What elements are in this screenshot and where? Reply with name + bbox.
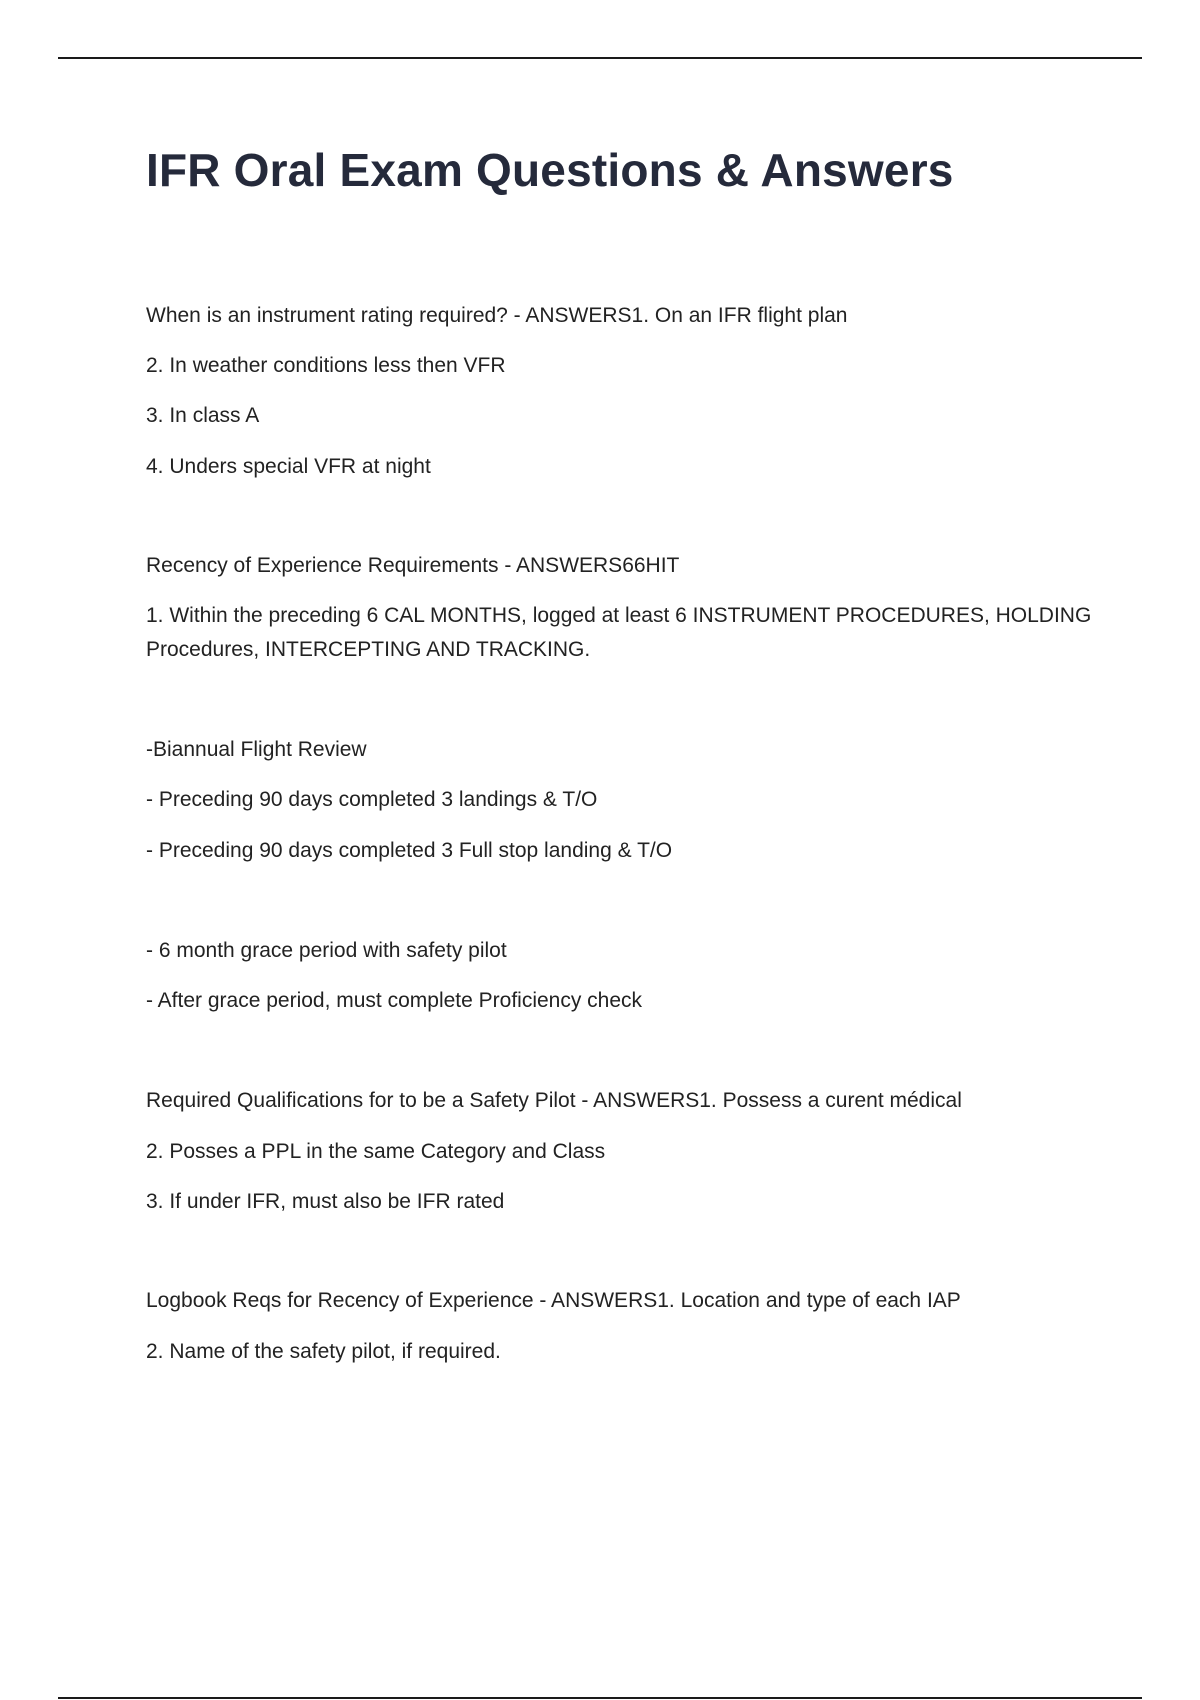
question-recency-experience: Recency of Experience Requirements - ANSWERS66HIT xyxy=(146,554,680,577)
answer-line: 1. Within the preceding 6 CAL MONTHS, logged at least 6 INSTRUMENT PROCEDURES, HOLDING Procedures, INTERCEPTING AND TRACKING. xyxy=(146,604,1092,661)
answer-line: 2. In weather conditions less then VFR xyxy=(146,354,506,377)
document-title: IFR Oral Exam Questions & Answers xyxy=(146,144,954,196)
answer-line: - Preceding 90 days completed 3 landings & T/O xyxy=(146,788,598,811)
answer-line: - Preceding 90 days completed 3 Full stop landing & T/O xyxy=(146,839,673,862)
answer-line: 2. Name of the safety pilot, if required. xyxy=(146,1340,501,1363)
answer-line: -Biannual Flight Review xyxy=(146,738,367,761)
answer-line: 4. Unders special VFR at night xyxy=(146,455,431,478)
answer-line: 3. In class A xyxy=(146,404,260,427)
question-instrument-rating: When is an instrument rating required? - ANSWERS1. On an IFR flight plan xyxy=(146,304,848,327)
answer-line: - After grace period, must complete Proficiency check xyxy=(146,989,643,1012)
answer-line: 3. If under IFR, must also be IFR rated xyxy=(146,1190,505,1213)
bottom-divider xyxy=(58,1697,1142,1699)
answer-line: - 6 month grace period with safety pilot xyxy=(146,939,507,962)
question-logbook-reqs: Logbook Reqs for Recency of Experience - ANSWERS1. Location and type of each IAP xyxy=(146,1289,961,1312)
top-divider xyxy=(58,57,1142,59)
question-safety-pilot: Required Qualifications for to be a Safety Pilot - ANSWERS1. Possess a curent médical xyxy=(146,1089,962,1112)
answer-line: 2. Posses a PPL in the same Category and Class xyxy=(146,1140,606,1163)
